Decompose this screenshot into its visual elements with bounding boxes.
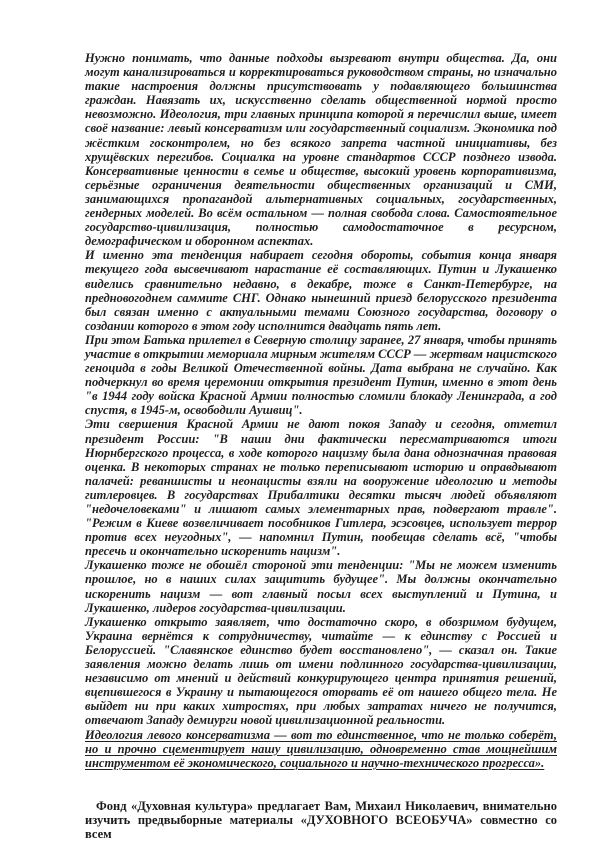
- paragraph-memorial-opening: При этом Батька прилетел в Северную столицу заранее, 27 января, чтобы принять участие в открытии мемориала мирным жителям СССР — жертвам нацистского геноцида в годы Великой Отечественной войны. Дата выбрана не случайно. Как подчеркнул во время церемонии открытия президент Путин, именно в этот день "в 1944 году войска Красной Армии полностью сломили блокаду Ленинграда, а год спустя, в 1945-м, освободили Аушвиц".: [85, 332, 557, 418]
- paragraph-red-army-legacy: Эти свершения Красной Армии не дают покоя Западу и сегодня, отметил президент России: "В наши дни фактически пересматриваются итоги Нюрнбергского процесса, в ходе которого нацизму была дана однозначная правовая оценка. В некоторых странах не только переписывают историю и оправдывают палачей: реваншисты и неонацисты взяли на вооружение идеологию и методы гитлеровцев. В государствах Прибалтики десятки тысяч людей объявляют "недочеловеками" и лишают самых элементарных прав, подвергают травле". "Режим в Киеве возвеличивает пособников Гитлера, эсэсовцев, использует террор против всех неугодных", — напомнил Путин, пообещав сделать всё, "чтобы пресечь и окончательно искоренить нацизм".: [85, 417, 557, 559]
- paragraph-lukashenko-tendencies: Лукашенко тоже не обошёл стороной эти тенденции: "Мы не можем изменить прошлое, но в наших силах защитить будущее". Мы должны окончательно искоренить нацизм — вот главный посыл всех выступлений и Путина, и Лукашенко, лидеров государства-цивилизации.: [85, 558, 557, 615]
- paragraph-left-conservatism-underlined: Идеология левого консерватизма — вот то единственное, что не только соберёт, но и прочно сцементирует нашу цивилизацию, одновременно став мощнейшим инструментом её экономического, социального и научно-технического прогресса».: [85, 727, 557, 770]
- paragraph-trend-january: И именно эта тенденция набирает сегодня обороты, события конца января текущего года высвечивают нарастание её составляющих. Путин и Лукашенко виделись сравнительно недавно, в декабре, тоже в Санкт-Петербурге, на предновогоднем саммите СНГ. Однако нынешний приезд белорусского президента был связан именно с актуальными темами Союзного государства, договору о создании которого в этом году исполнится двадцать пять лет.: [85, 248, 557, 333]
- paragraph-fund-closing: Фонд «Духовная культура» предлагает Вам, Михаил Николаевич, внимательно изучить предвыборные материалы «ДУХОВНОГО ВСЕОБУЧА» совместно со всем: [85, 798, 557, 841]
- paragraph-slavic-unity: Лукашенко открыто заявляет, что достаточно скоро, в обозримом будущем, Украина вернётся к сотрудничеству, читайте — к единству с Россией и Белоруссией. "Славянское единство будет восстановлено", — сказал он. Такие заявления можно делать лишь от имени подлинного государства-цивилизации, независимо от мнений и действий конкурирующего центра принятия решений, вцепившегося в Украину и пытающегося оторвать её от нашего общего тела. Не выйдет ни при каких хитростях, при любых затратах ничего не получится, отвечают Западу демиурги новой цивилизационной реальности.: [85, 614, 557, 728]
- paragraph-ideology-overview: Нужно понимать, что данные подходы вызревают внутри общества. Да, они могут канализироваться и корректироваться руководством страны, но изначально такие настроения должны присутствовать у подавляющего большинства граждан. Навязать их, искусственно сделать общественной нормой просто невозможно. Идеология, три главных принципа которой я перечислил выше, имеет своё название: левый консерватизм или государственный социализм. Экономика под жёстким госконтролем, но без всякого запрета частной инициативы, без хрущёвских перегибов. Социалка на уровне стандартов СССР позднего извода. Консервативные ценности в семье и обществе, высокий уровень корпоративизма, серьёзные ограничения деятельности общественных организаций и СМИ, занимающихся пропагандой альтернативных социальных, государственных, гендерных моделей. Во всём остальном — полная свобода слова. Самостоятельное государство-цивилизация, полностью самодостаточное в ресурсном, демографическом и оборонном аспектах.: [85, 51, 557, 249]
- document-text-block: [85, 51, 557, 841]
